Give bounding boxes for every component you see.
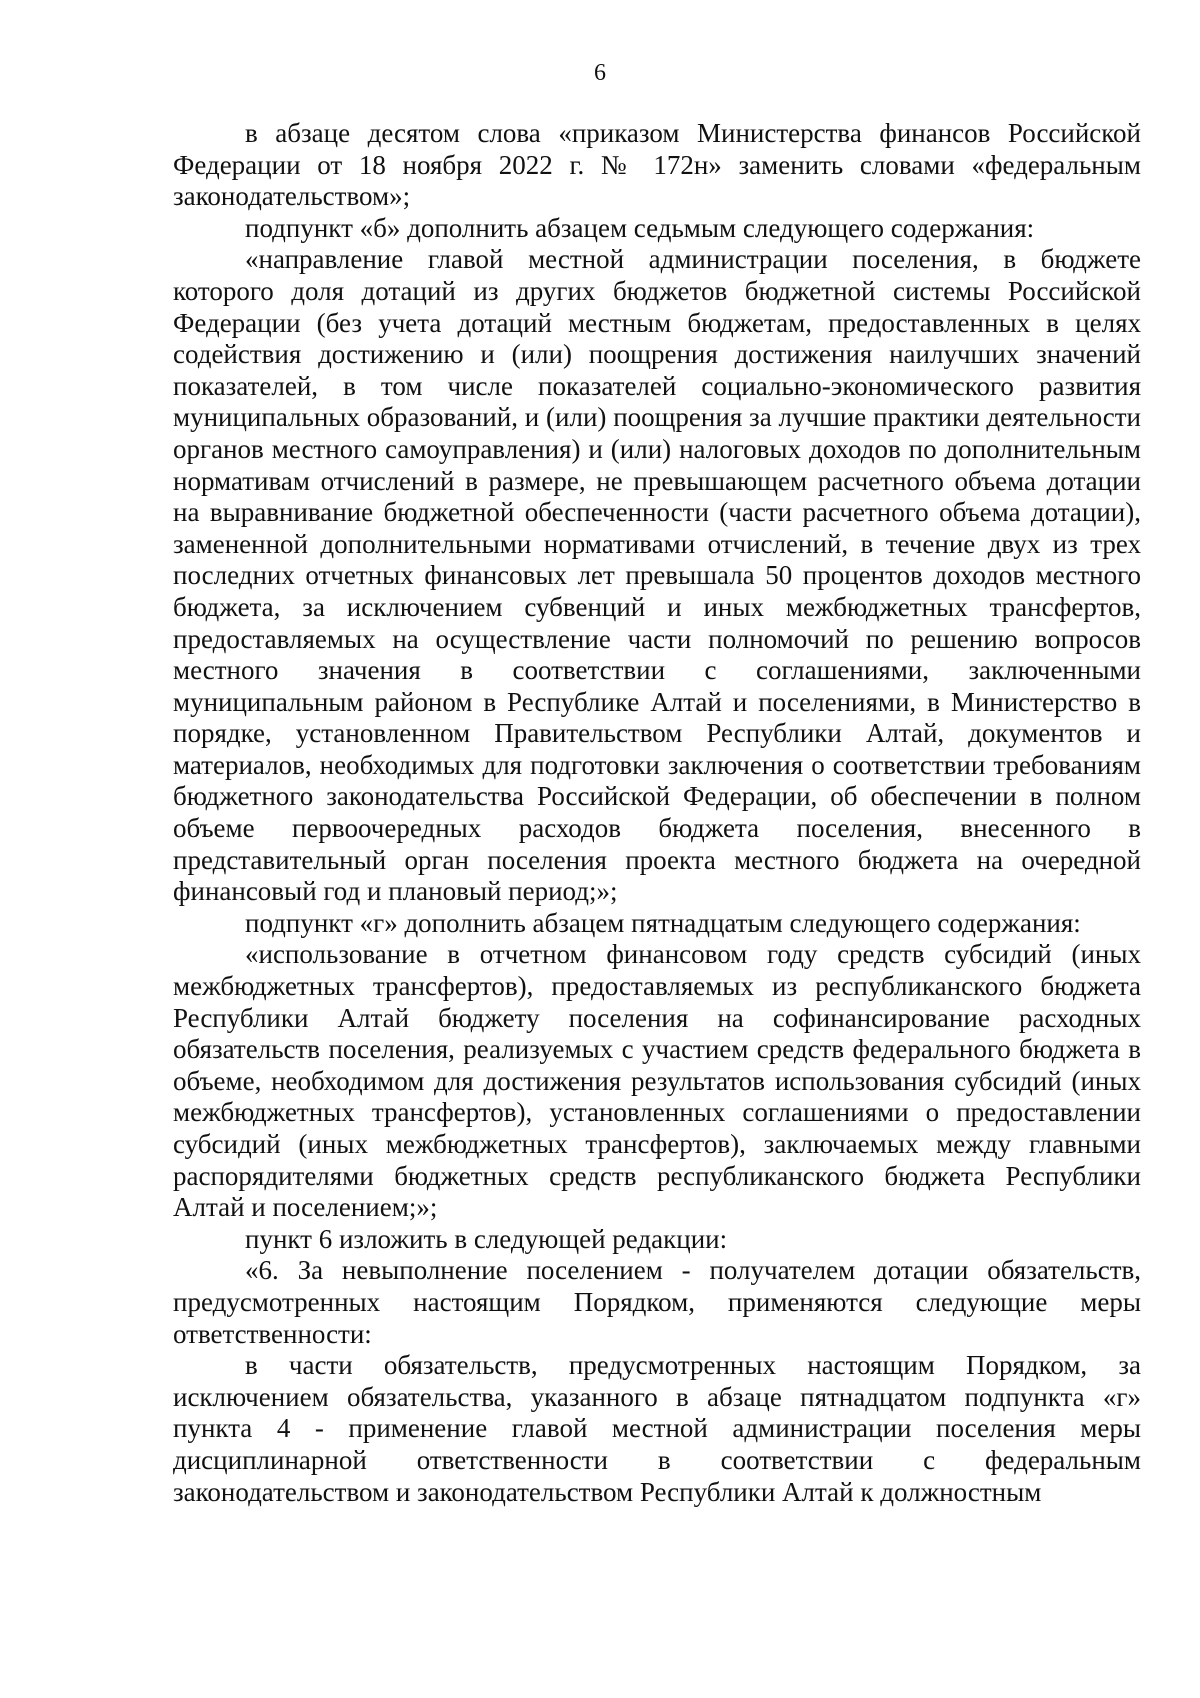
paragraph-point-6-text: «6. За невыполнение поселением - получателем дотации обязательств, предусмотренных настоящим Порядком, применяются следующие меры ответственности: <box>173 1255 1141 1349</box>
paragraph-point-6-intro: пункт 6 изложить в следующей редакции: <box>245 1223 728 1254</box>
document-body <box>173 118 1141 1508</box>
paragraph-obligations-part: в части обязательств, предусмотренных настоящим Порядком, за исключением обязательства, указанного в абзаце пятнадцатом подпункта «г» пункта 4 - применение главой местной администрации поселения меры дисциплинарной ответственности в соответствии с федеральным законодательством и законодательством Республики Алтай к должностным <box>173 1350 1141 1507</box>
paragraph-subclause-b-text: «направление главой местной администрации поселения, в бюджете которого доля дотаций из других бюджетов бюджетной системы Российской Федерации (без учета дотаций местным бюджетам, предоставленных в целях содействия достижению и (или) поощрения достижения наилучших значений показателей, в том числе показателей социально-экономического развития муниципальных образований, и (или) поощрения за лучшие практики деятельности органов местного самоуправления) и (или) налоговых доходов по дополнительным нормативам отчислений в размере, не превышающем расчетного объема дотации на выравнивание бюджетной обеспеченности (части расчетного объема дотации), замененной дополнительными нормативами отчислений, в течение двух из трех последних отчетных финансовых лет превышала 50 процентов доходов местного бюджета, за исключением субвенций и иных межбюджетных трансфертов, предоставляемых на осуществление части полномочий по решению вопросов местного значения в соответствии с соглашениями, заключенными муниципальным районом в Республике Алтай и поселениями, в Министерство в порядке, установленном Правительством Республики Алтай, документов и материалов, необходимых для подготовки заключения о соответствии требованиям бюджетного законодательства Российской Федерации, об обеспечении в полном объеме первоочередных расходов бюджета поселения, внесенного в представительный орган поселения проекта местного бюджета на очередной финансовый год и плановый период;»; <box>173 244 1141 907</box>
paragraph-subclause-b-intro: подпункт «б» дополнить абзацем седьмым следующего содержания: <box>245 212 1035 243</box>
paragraph-subclause-g-text: «использование в отчетном финансовом году средств субсидий (иных межбюджетных трансфертов), предоставляемых из республиканского бюджета Республики Алтай бюджету поселения на софинансирование расходных обязательств поселения, реализуемых с участием средств федерального бюджета в объеме, необходимом для достижения результатов использования субсидий (иных межбюджетных трансфертов), установленных соглашениями о предоставлении субсидий (иных межбюджетных трансфертов), заключаемых между главными распорядителями бюджетных средств республиканского бюджета Республики Алтай и поселением;»; <box>173 939 1141 1223</box>
page-number: 6 <box>594 60 606 86</box>
paragraph-subclause-g-intro: подпункт «г» дополнить абзацем пятнадцатым следующего содержания: <box>245 907 1081 938</box>
paragraph-amendment-tenth-clause: в абзаце десятом слова «приказом Министерства финансов Российской Федерации от 18 ноября 2022 г. № 172н» заменить словами «федеральным законодательством»; <box>173 118 1141 212</box>
